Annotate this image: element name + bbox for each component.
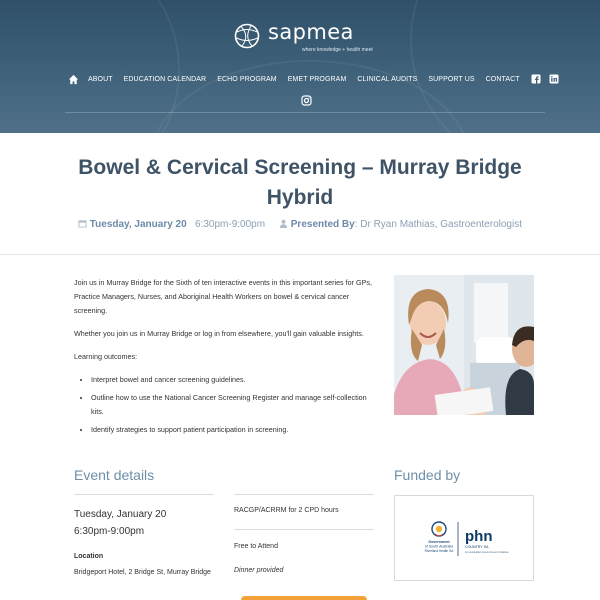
svg-text:Government: Government [428, 540, 450, 544]
nav-contact[interactable]: CONTACT [485, 75, 520, 83]
event-description [74, 276, 374, 441]
site-header [0, 0, 600, 133]
location-address: Bridgeport Hotel, 2 Bridge St, Murray Bridge [74, 569, 211, 576]
divider [74, 494, 214, 495]
linkedin-icon[interactable] [549, 74, 559, 84]
logo-text: sapmea [268, 20, 354, 44]
logo-tagline: where knowledge + health meet [302, 47, 373, 53]
details-time: 6:30pm-9:00pm [74, 526, 145, 537]
home-icon[interactable] [68, 74, 79, 85]
event-title: Bowel & Cervical Screening – Murray Bridge Hybrid [78, 156, 522, 209]
background-swirl [0, 0, 180, 133]
learning-outcomes-list [91, 373, 374, 437]
funded-by-heading: Funded by [394, 467, 461, 483]
globe-logo-icon [234, 23, 260, 49]
svg-text:Riverland Health SA: Riverland Health SA [424, 549, 454, 553]
header-divider [65, 112, 545, 113]
register-button[interactable] [241, 596, 367, 600]
description-paragraph: Whether you join us in Murray Bridge or log in from elsewhere, you'll gain valuable insights. [74, 329, 364, 338]
facebook-icon[interactable] [531, 74, 541, 84]
svg-text:phn: phn [465, 528, 493, 545]
event-date: Tuesday, January 20 [89, 219, 187, 230]
person-icon [279, 219, 288, 228]
site-logo[interactable] [234, 20, 374, 57]
nav-education-calendar[interactable]: EDUCATION CALENDAR [123, 75, 207, 83]
nav-about[interactable]: ABOUT [88, 75, 113, 83]
svg-text:An Australian Government Initi: An Australian Government Initiative [465, 550, 509, 554]
learning-outcomes-heading: Learning outcomes: [74, 352, 138, 361]
list-item: • Identify strategies to support patient participation in screening. [91, 423, 374, 437]
nav-clinical-audits[interactable]: CLINICAL AUDITS [357, 75, 418, 83]
funder-logos [394, 495, 534, 581]
details-date: Tuesday, January 20 [74, 509, 167, 520]
event-time: 6:30pm-9:00pm [195, 219, 266, 230]
presented-by-label: Presented By [290, 219, 355, 230]
location-label: Location [74, 553, 104, 560]
instagram-icon[interactable] [301, 95, 312, 106]
calendar-icon [78, 219, 87, 228]
presenter-name: : Dr Ryan Mathias, Gastroenterologist [354, 219, 522, 230]
event-meta [0, 219, 600, 230]
list-item: • Outline how to use the National Cancer Screening Register and manage self-collection kits. [91, 391, 374, 419]
svg-text:of South Australia: of South Australia [424, 544, 454, 549]
nav-emet-program[interactable]: EMET PROGRAM [287, 75, 347, 83]
dinner-note: Dinner provided [234, 567, 284, 574]
nav-support-us[interactable]: SUPPORT US [428, 75, 475, 83]
main-nav [68, 72, 567, 86]
svg-text:COUNTRY SA: COUNTRY SA [465, 545, 489, 549]
divider [234, 529, 374, 530]
description-paragraph: Join us in Murray Bridge for the Sixth of ten interactive events in this important series for GPs, Practice Managers, Nurses, and Aboriginal Health Workers on bowel & cervical cancer screening. [74, 278, 373, 315]
cpd-hours: RACGP/ACRRM for 2 CPD hours [234, 507, 339, 514]
price-text: Free to Attend [234, 543, 278, 550]
section-divider [0, 254, 600, 255]
funder-logo-image [395, 496, 535, 582]
nav-echo-program[interactable]: ECHO PROGRAM [217, 75, 277, 83]
divider [234, 494, 374, 495]
sa-government-crest-icon [432, 522, 446, 536]
list-item: • Interpret bowel and cancer screening guidelines. [91, 373, 374, 387]
event-details-heading: Event details [74, 467, 155, 483]
event-photo [394, 275, 534, 415]
